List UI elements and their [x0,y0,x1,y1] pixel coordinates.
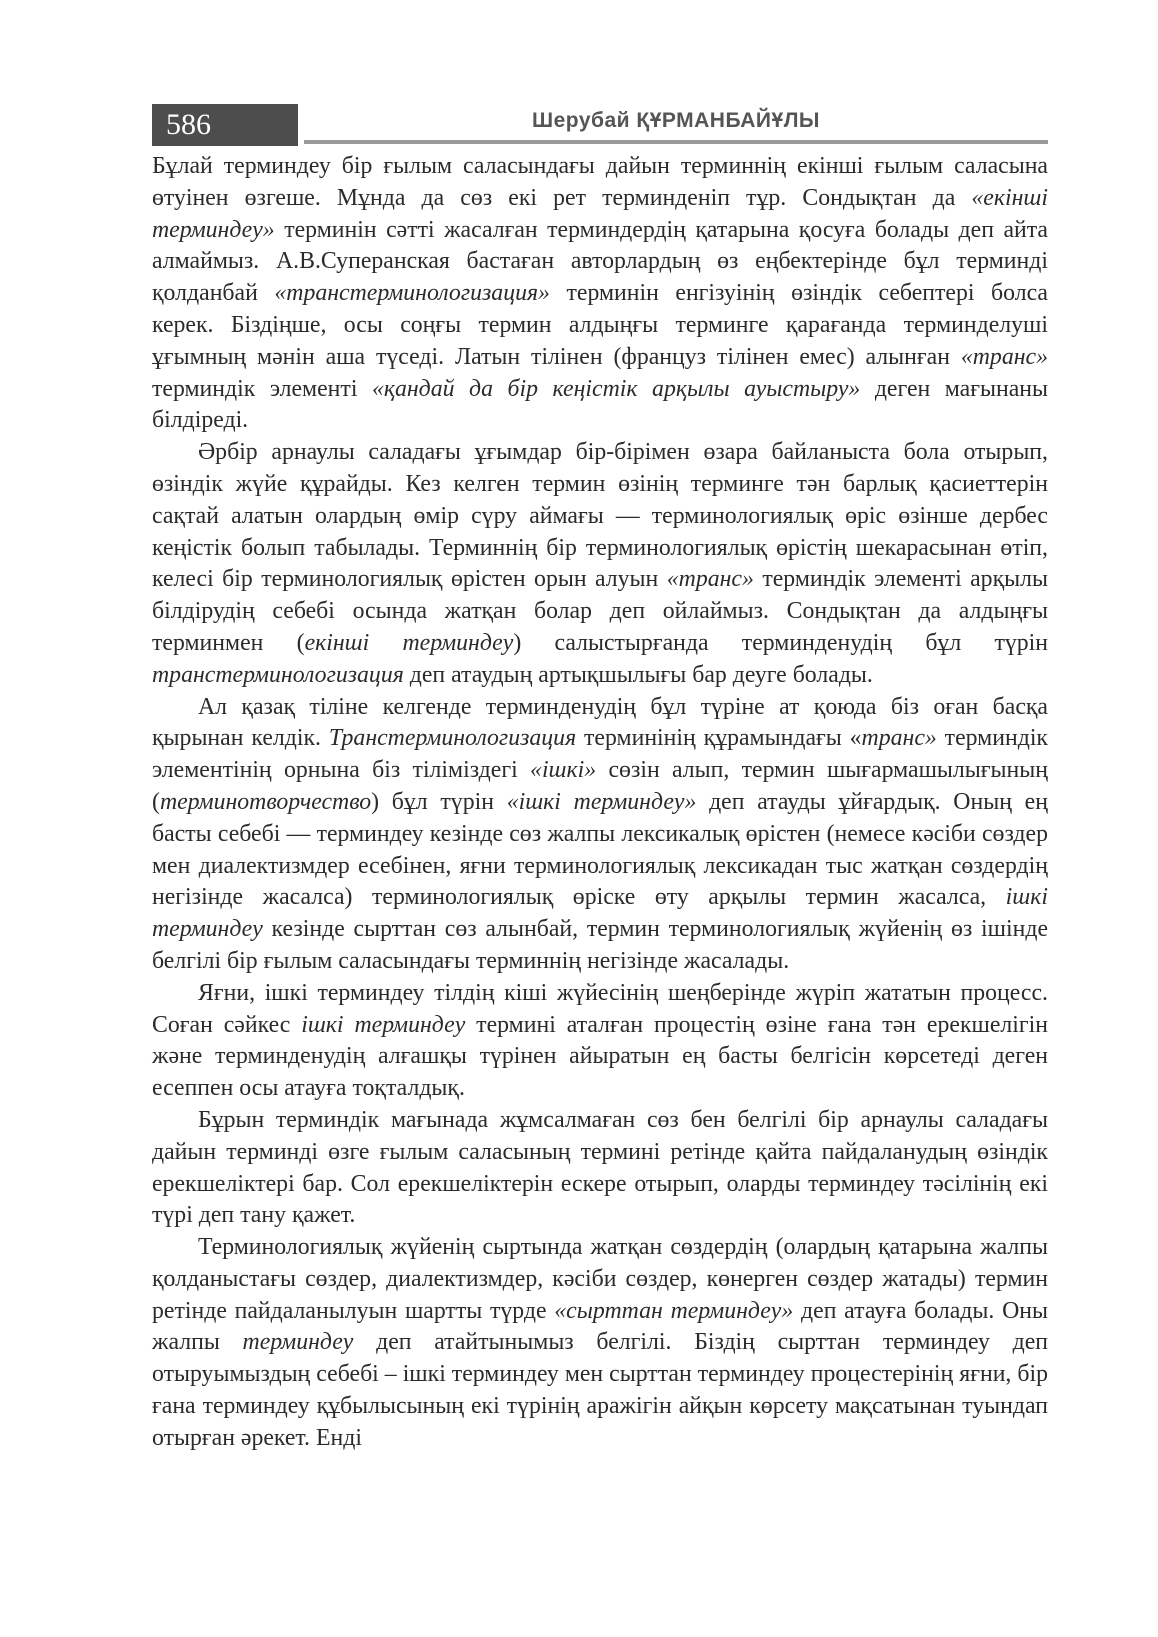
text-run: ) бұл түрін [371,788,507,815]
italic-term: ішкі терминдеу [152,884,1048,943]
italic-term: «ішкі» [530,757,597,784]
italic-term: «сырттан терминдеу» [554,1297,794,1324]
page-number: 586 [152,104,298,146]
italic-term: «транс» [666,566,754,593]
italic-term: «ішкі терминдеу» [506,788,697,815]
italic-term: ішкі терминдеу [301,1011,466,1038]
italic-term: Транстерминологизация [328,725,577,752]
body-text [152,151,1048,1455]
paragraph [152,692,1048,978]
header-rule [304,140,1048,144]
italic-term: транс» [861,725,937,752]
italic-term: «транстерминологизация» [274,280,550,307]
text-run: Терминологиялық жүйенің сыртында жатқан сөздердің (олардың қатарына жалпы қолданыстағы сөздер, диалектизмдер, кәсіби сөздер, көнерген сөздер жатады) термин ретінде пайдаланылуын шартты түрде [152,1234,1048,1324]
text-run: терминінің құрамындағы « [576,725,862,752]
italic-term: «екінші терминдеу» [152,184,1048,243]
page-header [152,104,1048,146]
italic-term: транстерминологизация [152,661,404,688]
text-run: терминін енгізуінің өзіндік себептері болса керек. Біздіңше, осы соңғы термин алдыңғы терминге қарағанда терминделуші ұғымның мәнін аша түседі. Латын тілінен (француз тілінен емес) алынған [152,280,1048,370]
text-run: терминін сәтті жасалған терминдердің қатарына қосуға болады деп айта алмаймыз. А.В.Суперанская бастаған авторлардың өз еңбектерінде бұл терминді қолданбай [152,216,1048,307]
paragraph [152,1105,1048,1232]
text-run: термині аталған процестің өзіне ғана тән ерекшелігін және терминденудің алғашқы түрінен айыратын ең басты белгісін көрсетеді деген есеппен осы атауға тоқталдық. [152,1011,1048,1102]
italic-term: екінші терминдеу [304,629,514,656]
text-run: деп атауды ұйғардық. Оның ең басты себебі — терминдеу кезінде сөз жалпы лексикалық өрістен (немесе кәсіби сөздер мен диалектизмдер есебінен, яғни терминологиялық лексикадан тыс жатқан сөздердің негізінде жасалса) терминологиялық өріске өту арқылы термин жасалса, [152,788,1048,911]
italic-term: терминдеу [242,1329,354,1356]
text-run: Бұлай терминдеу бір ғылым саласындағы дайын терминнің екінші ғылым саласына өтуінен өзгеше. Мұнда да сөз екі рет терминденіп тұр. Сондықтан да [152,153,1048,211]
text-run: терминдік элементі арқылы білдірудің себебі осында жатқан болар деп ойлаймыз. Сондықтан да алдыңғы терминмен ( [152,566,1048,656]
paragraph [152,978,1048,1105]
text-run: Әрбір арнаулы саладағы ұғымдар бір-бірімен өзара байланыста бола отырып, өзіндік жүйе құрайды. Кез келген термин өзінің терминге тән барлық қасиеттерін сақтай алатын олардың өмір сүру аймағы — терминологиялық өріс өзінше дербес кеңістік болып табылады. Терминнің бір терминологиялық өрістің шекарасынан өтіп, келесі бір терминологиялық өрістен орын алуын [152,439,1048,593]
text-run: деп атауға болады. Оны жалпы [152,1297,1048,1356]
text-run: терминдік элементінің орнына біз тіліміздегі [152,725,1048,784]
text-run: Бұрын терминдік мағынада жұмсалмаған сөз бен белгілі бір арнаулы саладағы дайын терминді өзге ғылым саласының термині ретінде қайта пайдаланудың өзіндік ерекшеліктері бар. Сол ерекшеліктерін ескере отырып, оларды терминдеу тәсілінің екі түрі деп тану қажет. [152,1106,1048,1229]
text-run: Яғни, ішкі терминдеу тілдің кіші жүйесінің шеңберінде жүріп жататын процесс. Соған сәйкес [152,979,1048,1038]
italic-term: «транс» [960,343,1048,370]
text-run: терминдік элементі [152,375,372,402]
italic-term: терминотворчество [159,788,372,815]
text-run: кезінде сырттан сөз алынбай, термин терминологиялық жүйенің өз ішінде белгілі бір ғылым саласындағы терминнің негізінде жасалады. [152,916,1048,974]
paragraph [152,437,1048,691]
italic-term: «қандай да бір кеңістік арқылы ауыстыру» [371,375,861,402]
paragraph [152,151,1048,437]
text-run: деп атайтынымыз белгілі. Біздің сырттан терминдеу деп отыруымыздың себебі – ішкі терминдеу мен сырттан терминдеу процестерінің яғни, бір ғана терминдеу құбылысының екі түрінің аражігін айқын көрсету мақсатынан туындап отырған әрекет. Енді [152,1329,1049,1451]
text-run: сөзін алып, термин шығармашылығының ( [152,757,1048,815]
paragraph [152,1232,1048,1455]
text-run: деген мағынаны білдіреді. [152,375,1048,434]
text-run: ) салыстырғанда терминденудің бұл түрін [513,629,1048,656]
text-run: деп атаудың артықшылығы бар деуге болады. [403,661,873,688]
running-head-author: Шерубай ҚҰРМАНБАЙҰЛЫ [532,109,820,132]
text-run: Ал қазақ тіліне келгенде терминденудің бұл түріне ат қоюда біз оған басқа қырынан келдік. [152,693,1048,752]
